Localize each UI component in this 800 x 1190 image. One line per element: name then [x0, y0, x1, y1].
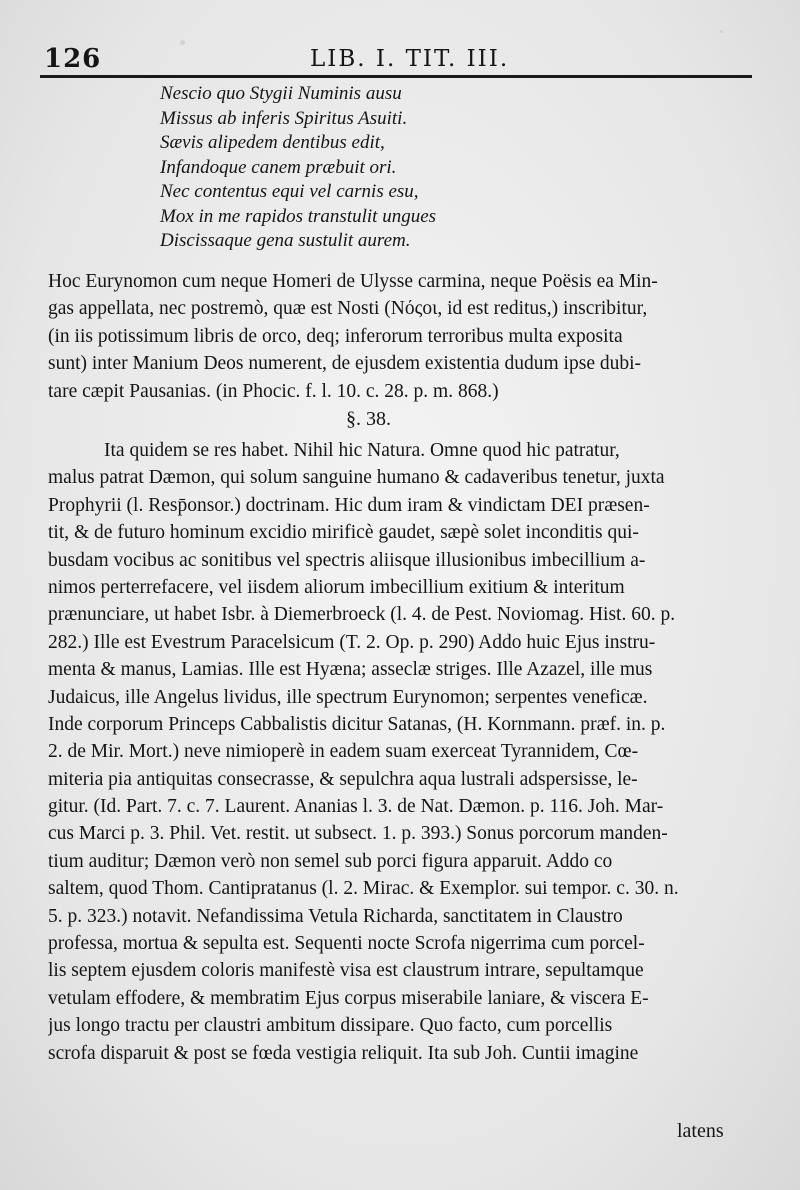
text-line: scrofa disparuit & post se fœda vestigia reliquit. Ita sub Joh. Cuntii imagine — [48, 1042, 639, 1064]
text-line: miteria pia antiquitas consecrasse, & sepulchra aqua lustrali adspersisse, le- — [48, 768, 638, 790]
text-line: Inde corporum Princeps Cabbalistis dicitur Satanas, (H. Kornmann. præf. in. p. — [48, 713, 666, 735]
text-line: vetulam effodere, & membratim Ejus corpus miserabile laniare, & viscera E- — [48, 987, 649, 1009]
running-head: LIB. I. TIT. III. — [310, 46, 510, 72]
text-line: cus Marci p. 3. Phil. Vet. restit. ut subsect. 1. p. 393.) Sonus porcorum manden- — [48, 823, 668, 845]
text-line: Ita quidem se res habet. Nihil hic Natura. Omne quod hic patratur, — [104, 440, 620, 461]
text-line: jus longo tractu per claustri ambitum dissipare. Quo facto, cum porcellis — [48, 1015, 613, 1037]
paragraph-1 — [48, 268, 754, 405]
text-line: lis septem ejusdem coloris manifestè visa est claustrum intrare, sepultamque — [48, 960, 644, 982]
text-line: Judaicus, ille Angelus lividus, ille spectrum Eurynomon; serpentes veneficæ. — [48, 686, 648, 708]
verse-block — [160, 82, 600, 254]
verse-line: Mox in me rapidos transtulit ungues — [160, 205, 437, 227]
text-line: 282.) Ille est Evestrum Paracelsicum (T. 2. Op. p. 290) Addo huic Ejus instru- — [48, 631, 656, 653]
text-line: tare cæpit Pausanias. (in Phocic. f. l. 10. c. 28. p. m. 868.) — [48, 380, 499, 402]
text-line: (in iis potissimum libris de orco, deq; inferorum terroribus multa exposita — [48, 325, 623, 347]
text-line: busdam vocibus ac sonitibus vel spectris aliisque illusionibus imbecillium a- — [48, 549, 646, 571]
text-line: malus patrat Dæmon, qui solum sanguine humano & cadaveribus tenetur, juxta — [48, 467, 665, 489]
text-line: tium auditur; Dæmon verò non semel sub porci figura apparuit. Addo co — [48, 850, 613, 872]
header-rule — [40, 75, 752, 78]
text-line: saltem, quod Thom. Cantipratanus (l. 2. Mirac. & Exemplor. sui tempor. c. 30. n. — [48, 878, 679, 900]
verse-line: Infandoque canem præbuit ori. — [160, 156, 397, 178]
text-line: 5. p. 323.) notavit. Nefandissima Vetula Richarda, sanctitatem in Claustro — [48, 905, 623, 927]
text-line: professa, mortua & sepulta est. Sequenti nocte Scrofa nigerrima cum porcel- — [48, 933, 645, 955]
page-header — [40, 40, 750, 74]
verse-line: Sævis alipedem dentibus edit, — [160, 132, 385, 153]
paper-speck — [720, 30, 723, 33]
text-line: sunt) inter Manium Deos numerent, de ejusdem existentia dudum ipse dubi- — [48, 353, 642, 375]
text-line: menta & manus, Lamias. Ille est Hyæna; asseclæ striges. Ille Azazel, ille mus — [48, 659, 653, 681]
text-line: tit, & de futuro hominum excidio mirificè gaudet, sæpè solet inconditis qui- — [48, 522, 639, 544]
text-line: 2. de Mir. Mort.) neve nimioperè in eadem suam exerceat Tyrannidem, Cœ- — [48, 741, 639, 763]
text-line: gitur. (Id. Part. 7. c. 7. Laurent. Ananias l. 3. de Nat. Dæmon. p. 116. Joh. Mar- — [48, 796, 664, 818]
text-line: nimos perterrefacere, vel iisdem aliorum imbecillium exitium & interitum — [48, 576, 625, 598]
page-number: 126 — [44, 44, 102, 74]
section-number: §. 38. — [346, 408, 391, 430]
verse-line: Missus ab inferis Spiritus Asuiti. — [160, 107, 408, 129]
catchword: latens — [677, 1120, 724, 1142]
verse-line: Nescio quo Stygii Numinis ausu — [160, 83, 402, 104]
verse-line: Nec contentus equi vel carnis esu, — [160, 181, 419, 202]
text-line: Prophyrii (l. Resp̄onsor.) doctrinam. Hic dum iram & vindictam DEI præsen- — [48, 494, 650, 516]
text-line: Hoc Eurynomon cum neque Homeri de Ulysse carmina, neque Poësis ea Min- — [48, 271, 658, 292]
verse-line: Discissaque gena sustulit aurem. — [160, 230, 411, 251]
paragraph-2 — [48, 437, 754, 1067]
text-line: prænunciare, ut habet Isbr. à Diemerbroeck (l. 4. de Pest. Noviomag. Hist. 60. p. — [48, 604, 676, 626]
text-line: gas appellata, nec postremò, quæ est Nosti (Νόςοι, id est reditus,) inscribitur, — [48, 298, 648, 320]
